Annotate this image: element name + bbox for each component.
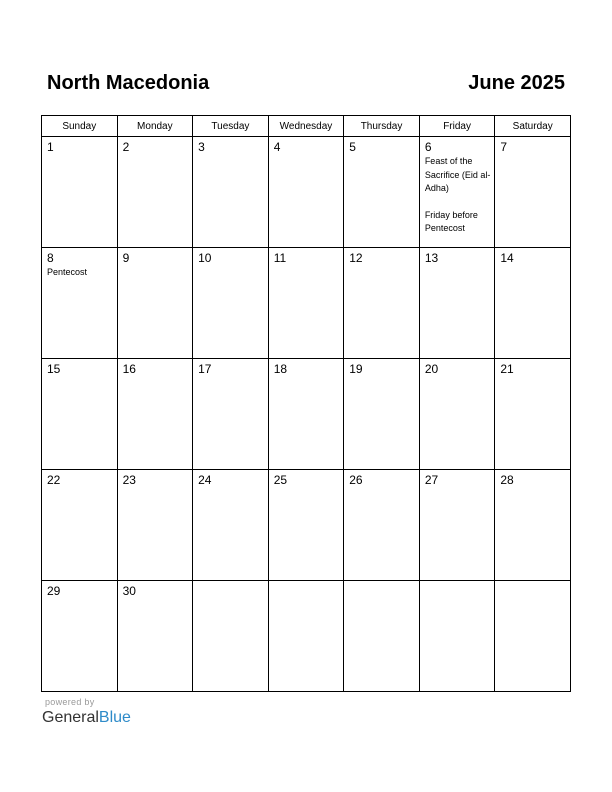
day-cell [495,248,571,359]
day-cell [42,248,118,359]
day-number: 23 [122,473,136,487]
calendar-grid [41,115,571,692]
day-cell [268,581,344,692]
day-number: 17 [198,362,212,376]
day-cell [117,137,193,248]
day-cell [344,359,420,470]
powered-by-text: powered by [45,697,95,707]
day-cell [117,248,193,359]
generalblue-logo[interactable] [42,709,131,727]
day-number: 6 [424,140,432,154]
day-cell [268,359,344,470]
day-cell [42,581,118,692]
day-number: 5 [349,140,356,154]
weekday-header-row [42,116,571,137]
weekday-header-saturday: Saturday [495,116,571,137]
day-number: 27 [424,473,439,487]
day-cell [268,137,344,248]
day-cell [419,248,495,359]
title-row [47,72,565,98]
day-number: 2 [122,140,130,154]
week-row [42,470,571,581]
day-cell [495,359,571,470]
day-cell [193,248,269,359]
day-cell [495,137,571,248]
brand-blue: Blue [98,709,131,726]
day-number: 19 [349,362,363,376]
day-cell [268,470,344,581]
day-cell [495,470,571,581]
day-cell [344,581,420,692]
day-cell [268,248,344,359]
weekday-header-tuesday: Tuesday [193,116,269,137]
weekday-header-thursday: Thursday [344,116,420,137]
week-row [42,359,571,470]
day-number: 24 [198,473,212,487]
day-number: 25 [273,473,288,487]
month-title: June 2025 [468,72,565,94]
day-cell [419,137,495,248]
day-number: 3 [198,140,205,154]
day-cell [193,359,269,470]
day-cell [419,581,495,692]
day-number: 16 [122,362,136,376]
day-number: 21 [500,362,514,376]
day-cell [117,581,193,692]
day-number: 14 [500,251,514,265]
day-cell [193,137,269,248]
week-row [42,581,571,692]
weekday-header-wednesday: Wednesday [268,116,344,137]
day-cell [42,137,118,248]
weekday-header-friday: Friday [419,116,495,137]
day-cell [193,581,269,692]
day-number: 11 [273,251,287,265]
day-cell [344,248,420,359]
day-cell [42,470,118,581]
day-number: 22 [47,473,61,487]
day-cell [344,137,420,248]
day-number: 9 [122,251,130,265]
day-number: 4 [273,140,281,154]
week-row [42,248,571,359]
day-number: 8 [47,251,54,265]
holiday-event: Pentecost [47,267,88,277]
day-number: 10 [198,251,212,265]
day-number: 15 [47,362,61,376]
day-cell [419,470,495,581]
day-number: 13 [424,251,439,265]
day-number: 18 [273,362,288,376]
country-title: North Macedonia [47,72,210,94]
day-number: 1 [47,140,54,154]
week-row [42,137,571,248]
day-cell [495,581,571,692]
weekday-header-sunday: Sunday [42,116,118,137]
holiday-event: Friday before Pentecost [424,209,478,233]
day-cell [419,359,495,470]
holiday-event: Feast of the Sacrifice (Eid al-Adha) [424,156,491,193]
day-cell [117,470,193,581]
day-number: 12 [349,251,363,265]
day-number: 28 [500,473,514,487]
day-cell [193,470,269,581]
brand-general: General [42,709,99,726]
day-cell [344,470,420,581]
day-number: 7 [500,140,508,154]
day-number: 30 [122,584,136,598]
day-cell [42,359,118,470]
weekday-header-monday: Monday [117,116,193,137]
day-number: 20 [424,362,439,376]
day-number: 29 [47,584,61,598]
day-number: 26 [349,473,363,487]
day-cell [117,359,193,470]
